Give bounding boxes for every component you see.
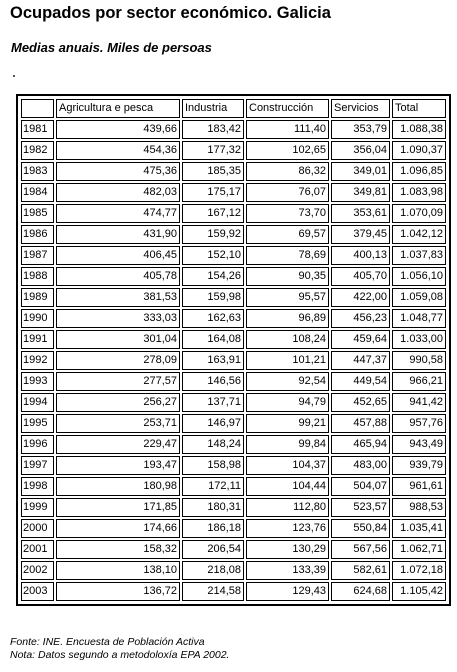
cell-total: 966,21 xyxy=(392,372,446,391)
cell-construccion: 123,76 xyxy=(246,519,329,538)
cell-construccion: 73,70 xyxy=(246,204,329,223)
cell-construccion: 129,43 xyxy=(246,582,329,601)
cell-total: 1.090,37 xyxy=(392,141,446,160)
cell-total: 988,53 xyxy=(392,498,446,517)
cell-servicios: 504,07 xyxy=(331,477,390,496)
page-subtitle: Medias anuais. Miles de persoas xyxy=(11,40,212,55)
cell-agricultura: 405,78 xyxy=(56,267,180,286)
cell-agricultura: 475,36 xyxy=(56,162,180,181)
cell-agricultura: 193,47 xyxy=(56,456,180,475)
cell-year: 1982 xyxy=(21,141,54,160)
cell-servicios: 567,56 xyxy=(331,540,390,559)
cell-total: 957,76 xyxy=(392,414,446,433)
cell-total: 943,49 xyxy=(392,435,446,454)
cell-industria: 146,97 xyxy=(182,414,244,433)
cell-construccion: 133,39 xyxy=(246,561,329,580)
cell-year: 1988 xyxy=(21,267,54,286)
cell-industria: 206,54 xyxy=(182,540,244,559)
cell-servicios: 456,23 xyxy=(331,309,390,328)
cell-construccion: 102,65 xyxy=(246,141,329,160)
header-row xyxy=(21,99,446,118)
cell-construccion: 96,89 xyxy=(246,309,329,328)
cell-servicios: 353,61 xyxy=(331,204,390,223)
cell-agricultura: 180,98 xyxy=(56,477,180,496)
cell-construccion: 76,07 xyxy=(246,183,329,202)
cell-industria: 152,10 xyxy=(182,246,244,265)
cell-servicios: 349,81 xyxy=(331,183,390,202)
cell-agricultura: 277,57 xyxy=(56,372,180,391)
cell-industria: 146,56 xyxy=(182,372,244,391)
cell-industria: 154,26 xyxy=(182,267,244,286)
cell-agricultura: 256,27 xyxy=(56,393,180,412)
cell-industria: 162,63 xyxy=(182,309,244,328)
cell-total: 1.059,08 xyxy=(392,288,446,307)
table-row xyxy=(21,435,446,454)
cell-agricultura: 253,71 xyxy=(56,414,180,433)
cell-year: 1981 xyxy=(21,120,54,139)
cell-total: 1.088,38 xyxy=(392,120,446,139)
header-cell-servicios: Servicios xyxy=(331,99,390,118)
table-row xyxy=(21,204,446,223)
cell-year: 1987 xyxy=(21,246,54,265)
cell-industria: 167,12 xyxy=(182,204,244,223)
cell-year: 1983 xyxy=(21,162,54,181)
table-row xyxy=(21,162,446,181)
cell-total: 1.096,85 xyxy=(392,162,446,181)
table-body xyxy=(21,120,446,601)
cell-agricultura: 171,85 xyxy=(56,498,180,517)
cell-year: 1999 xyxy=(21,498,54,517)
cell-agricultura: 406,45 xyxy=(56,246,180,265)
cell-construccion: 108,24 xyxy=(246,330,329,349)
cell-servicios: 624,68 xyxy=(331,582,390,601)
cell-servicios: 457,88 xyxy=(331,414,390,433)
cell-industria: 180,31 xyxy=(182,498,244,517)
cell-agricultura: 229,47 xyxy=(56,435,180,454)
table-row xyxy=(21,393,446,412)
cell-total: 939,79 xyxy=(392,456,446,475)
cell-servicios: 449,54 xyxy=(331,372,390,391)
cell-agricultura: 278,09 xyxy=(56,351,180,370)
source-note: Fonte: INE. Encuesta de Población Activa xyxy=(10,636,205,648)
cell-year: 1986 xyxy=(21,225,54,244)
cell-servicios: 582,61 xyxy=(331,561,390,580)
cell-agricultura: 333,03 xyxy=(56,309,180,328)
cell-total: 1.105,42 xyxy=(392,582,446,601)
table-row xyxy=(21,309,446,328)
header-cell-year xyxy=(21,99,54,118)
table-row xyxy=(21,246,446,265)
cell-total: 1.037,83 xyxy=(392,246,446,265)
cell-year: 1984 xyxy=(21,183,54,202)
cell-total: 1.083,98 xyxy=(392,183,446,202)
data-table-frame xyxy=(16,94,451,606)
cell-servicios: 459,64 xyxy=(331,330,390,349)
cell-total: 1.048,77 xyxy=(392,309,446,328)
cell-servicios: 465,94 xyxy=(331,435,390,454)
cell-total: 1.070,09 xyxy=(392,204,446,223)
cell-total: 990,58 xyxy=(392,351,446,370)
table-row xyxy=(21,351,446,370)
cell-construccion: 95,57 xyxy=(246,288,329,307)
table-header xyxy=(21,99,446,118)
cell-agricultura: 136,72 xyxy=(56,582,180,601)
cell-industria: 175,17 xyxy=(182,183,244,202)
table-row xyxy=(21,561,446,580)
cell-industria: 186,18 xyxy=(182,519,244,538)
cell-servicios: 379,45 xyxy=(331,225,390,244)
cell-industria: 177,32 xyxy=(182,141,244,160)
cell-total: 1.035,41 xyxy=(392,519,446,538)
cell-agricultura: 454,36 xyxy=(56,141,180,160)
cell-year: 2001 xyxy=(21,540,54,559)
cell-agricultura: 474,77 xyxy=(56,204,180,223)
cell-construccion: 112,80 xyxy=(246,498,329,517)
cell-year: 1995 xyxy=(21,414,54,433)
cell-total: 941,42 xyxy=(392,393,446,412)
cell-agricultura: 439,66 xyxy=(56,120,180,139)
cell-total: 1.072,18 xyxy=(392,561,446,580)
cell-total: 1.062,71 xyxy=(392,540,446,559)
cell-construccion: 130,29 xyxy=(246,540,329,559)
cell-year: 1998 xyxy=(21,477,54,496)
cell-construccion: 104,37 xyxy=(246,456,329,475)
cell-year: 1994 xyxy=(21,393,54,412)
method-note: Nota: Datos segundo a metodoloxía EPA 2002. xyxy=(10,649,230,661)
cell-industria: 164,08 xyxy=(182,330,244,349)
cell-servicios: 400,13 xyxy=(331,246,390,265)
cell-year: 2003 xyxy=(21,582,54,601)
cell-servicios: 523,57 xyxy=(331,498,390,517)
cell-agricultura: 138,10 xyxy=(56,561,180,580)
cell-construccion: 90,35 xyxy=(246,267,329,286)
cell-industria: 137,71 xyxy=(182,393,244,412)
header-cell-agricultura: Agricultura e pesca xyxy=(56,99,180,118)
table-row xyxy=(21,372,446,391)
cell-industria: 158,98 xyxy=(182,456,244,475)
cell-servicios: 353,79 xyxy=(331,120,390,139)
cell-servicios: 405,70 xyxy=(331,267,390,286)
cell-year: 1989 xyxy=(21,288,54,307)
footnotes xyxy=(10,636,229,662)
cell-industria: 172,11 xyxy=(182,477,244,496)
cell-year: 1993 xyxy=(21,372,54,391)
table-row xyxy=(21,414,446,433)
cell-year: 2002 xyxy=(21,561,54,580)
cell-construccion: 86,32 xyxy=(246,162,329,181)
cell-agricultura: 158,32 xyxy=(56,540,180,559)
cell-servicios: 447,37 xyxy=(331,351,390,370)
table-row xyxy=(21,540,446,559)
decorative-dot xyxy=(13,75,15,77)
cell-agricultura: 431,90 xyxy=(56,225,180,244)
table-row xyxy=(21,141,446,160)
cell-agricultura: 482,03 xyxy=(56,183,180,202)
cell-year: 1991 xyxy=(21,330,54,349)
cell-servicios: 356,04 xyxy=(331,141,390,160)
cell-year: 2000 xyxy=(21,519,54,538)
table-row xyxy=(21,225,446,244)
table-row xyxy=(21,498,446,517)
cell-construccion: 104,44 xyxy=(246,477,329,496)
data-table xyxy=(19,97,448,603)
header-cell-industria: Industria xyxy=(182,99,244,118)
cell-servicios: 452,65 xyxy=(331,393,390,412)
table-row xyxy=(21,519,446,538)
header-cell-construccion: Construcción xyxy=(246,99,329,118)
table-row xyxy=(21,288,446,307)
cell-total: 1.033,00 xyxy=(392,330,446,349)
page-title: Ocupados por sector económico. Galicia xyxy=(10,4,331,22)
cell-industria: 159,92 xyxy=(182,225,244,244)
cell-agricultura: 381,53 xyxy=(56,288,180,307)
cell-industria: 183,42 xyxy=(182,120,244,139)
table-row xyxy=(21,330,446,349)
cell-industria: 214,58 xyxy=(182,582,244,601)
cell-total: 1.056,10 xyxy=(392,267,446,286)
cell-total: 1.042,12 xyxy=(392,225,446,244)
cell-year: 1992 xyxy=(21,351,54,370)
cell-industria: 218,08 xyxy=(182,561,244,580)
cell-industria: 148,24 xyxy=(182,435,244,454)
cell-year: 1985 xyxy=(21,204,54,223)
table-row xyxy=(21,120,446,139)
table-row xyxy=(21,477,446,496)
cell-year: 1996 xyxy=(21,435,54,454)
table-row xyxy=(21,582,446,601)
cell-industria: 185,35 xyxy=(182,162,244,181)
cell-construccion: 99,21 xyxy=(246,414,329,433)
cell-servicios: 483,00 xyxy=(331,456,390,475)
cell-year: 1997 xyxy=(21,456,54,475)
cell-construccion: 69,57 xyxy=(246,225,329,244)
cell-construccion: 99,84 xyxy=(246,435,329,454)
cell-agricultura: 174,66 xyxy=(56,519,180,538)
cell-servicios: 550,84 xyxy=(331,519,390,538)
cell-total: 961,61 xyxy=(392,477,446,496)
table-row xyxy=(21,267,446,286)
cell-agricultura: 301,04 xyxy=(56,330,180,349)
cell-year: 1990 xyxy=(21,309,54,328)
cell-industria: 163,91 xyxy=(182,351,244,370)
cell-construccion: 78,69 xyxy=(246,246,329,265)
cell-construccion: 101,21 xyxy=(246,351,329,370)
table-row xyxy=(21,456,446,475)
cell-construccion: 94,79 xyxy=(246,393,329,412)
table-row xyxy=(21,183,446,202)
cell-servicios: 422,00 xyxy=(331,288,390,307)
cell-construccion: 111,40 xyxy=(246,120,329,139)
cell-servicios: 349,01 xyxy=(331,162,390,181)
header-cell-total: Total xyxy=(392,99,446,118)
cell-industria: 159,98 xyxy=(182,288,244,307)
cell-construccion: 92,54 xyxy=(246,372,329,391)
